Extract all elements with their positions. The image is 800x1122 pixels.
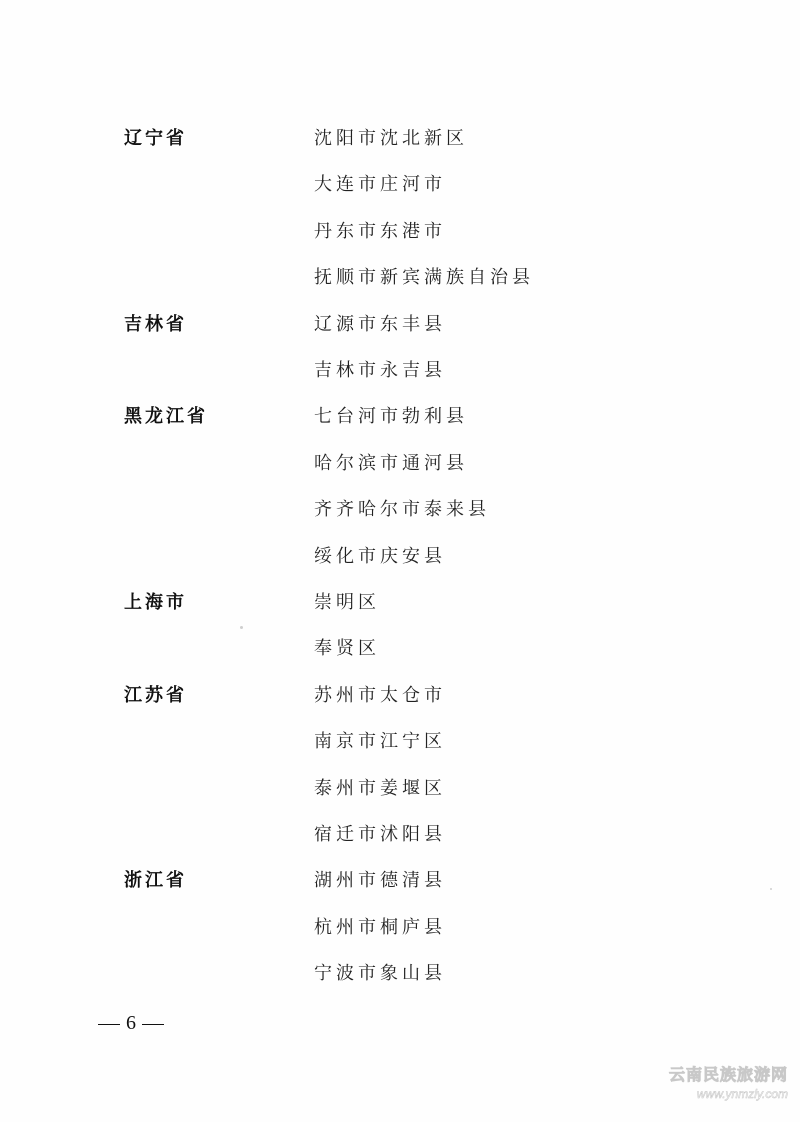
entry-row xyxy=(0,495,800,525)
entry-row xyxy=(0,681,800,711)
district-name: 宿迁市沭阳县 xyxy=(314,824,446,845)
entry-row xyxy=(0,356,800,386)
scan-speck xyxy=(770,888,772,890)
entry-row xyxy=(0,820,800,850)
district-name: 崇明区 xyxy=(314,592,380,613)
district-name: 南京市江宁区 xyxy=(314,731,446,753)
district-name: 吉林市永吉县 xyxy=(314,360,446,381)
watermark-url: www.ynmzly.com xyxy=(696,1087,788,1101)
entry-row xyxy=(0,449,800,479)
entry-row xyxy=(0,124,800,154)
page-number xyxy=(92,1008,170,1038)
district-name: 奉贤区 xyxy=(314,638,380,660)
entry-row xyxy=(0,310,800,340)
entry-row xyxy=(0,959,800,989)
province-label: 吉林省 xyxy=(124,313,187,335)
left-dash xyxy=(98,1024,120,1026)
entry-row xyxy=(0,727,800,757)
entry-row xyxy=(0,263,800,293)
province-label: 上海市 xyxy=(124,592,187,613)
province-label: 江苏省 xyxy=(124,684,187,706)
watermark xyxy=(628,1064,788,1102)
watermark-title: 云南民族旅游网 xyxy=(668,1065,788,1084)
district-name: 辽源市东丰县 xyxy=(314,313,446,335)
district-name: 丹东市东港市 xyxy=(314,220,446,242)
district-name: 泰州市姜堰区 xyxy=(314,777,446,799)
entry-row xyxy=(0,402,800,432)
entry-row xyxy=(0,913,800,943)
district-name: 沈阳市沈北新区 xyxy=(314,128,468,149)
entry-row xyxy=(0,588,800,618)
district-name: 湖州市德清县 xyxy=(314,870,446,892)
page-number-value: 6 xyxy=(126,1012,136,1034)
district-name: 抚顺市新宾满族自治县 xyxy=(314,267,534,289)
district-name: 杭州市桐庐县 xyxy=(314,916,446,938)
scan-speck xyxy=(240,626,243,629)
entry-row xyxy=(0,866,800,896)
province-label: 黑龙江省 xyxy=(124,406,208,428)
entry-row xyxy=(0,170,800,200)
entry-row xyxy=(0,774,800,804)
district-name: 宁波市象山县 xyxy=(314,963,446,985)
right-dash xyxy=(142,1024,164,1026)
district-name: 七台河市勃利县 xyxy=(314,406,468,428)
district-name: 齐齐哈尔市泰来县 xyxy=(314,499,490,521)
district-name: 大连市庄河市 xyxy=(314,174,446,196)
district-name: 苏州市太仓市 xyxy=(314,684,446,706)
entry-row xyxy=(0,542,800,572)
district-name: 绥化市庆安县 xyxy=(314,545,446,567)
entry-row xyxy=(0,217,800,247)
province-label: 辽宁省 xyxy=(124,128,187,149)
province-label: 浙江省 xyxy=(124,870,187,892)
entry-row xyxy=(0,634,800,664)
district-name: 哈尔滨市通河县 xyxy=(314,452,468,474)
